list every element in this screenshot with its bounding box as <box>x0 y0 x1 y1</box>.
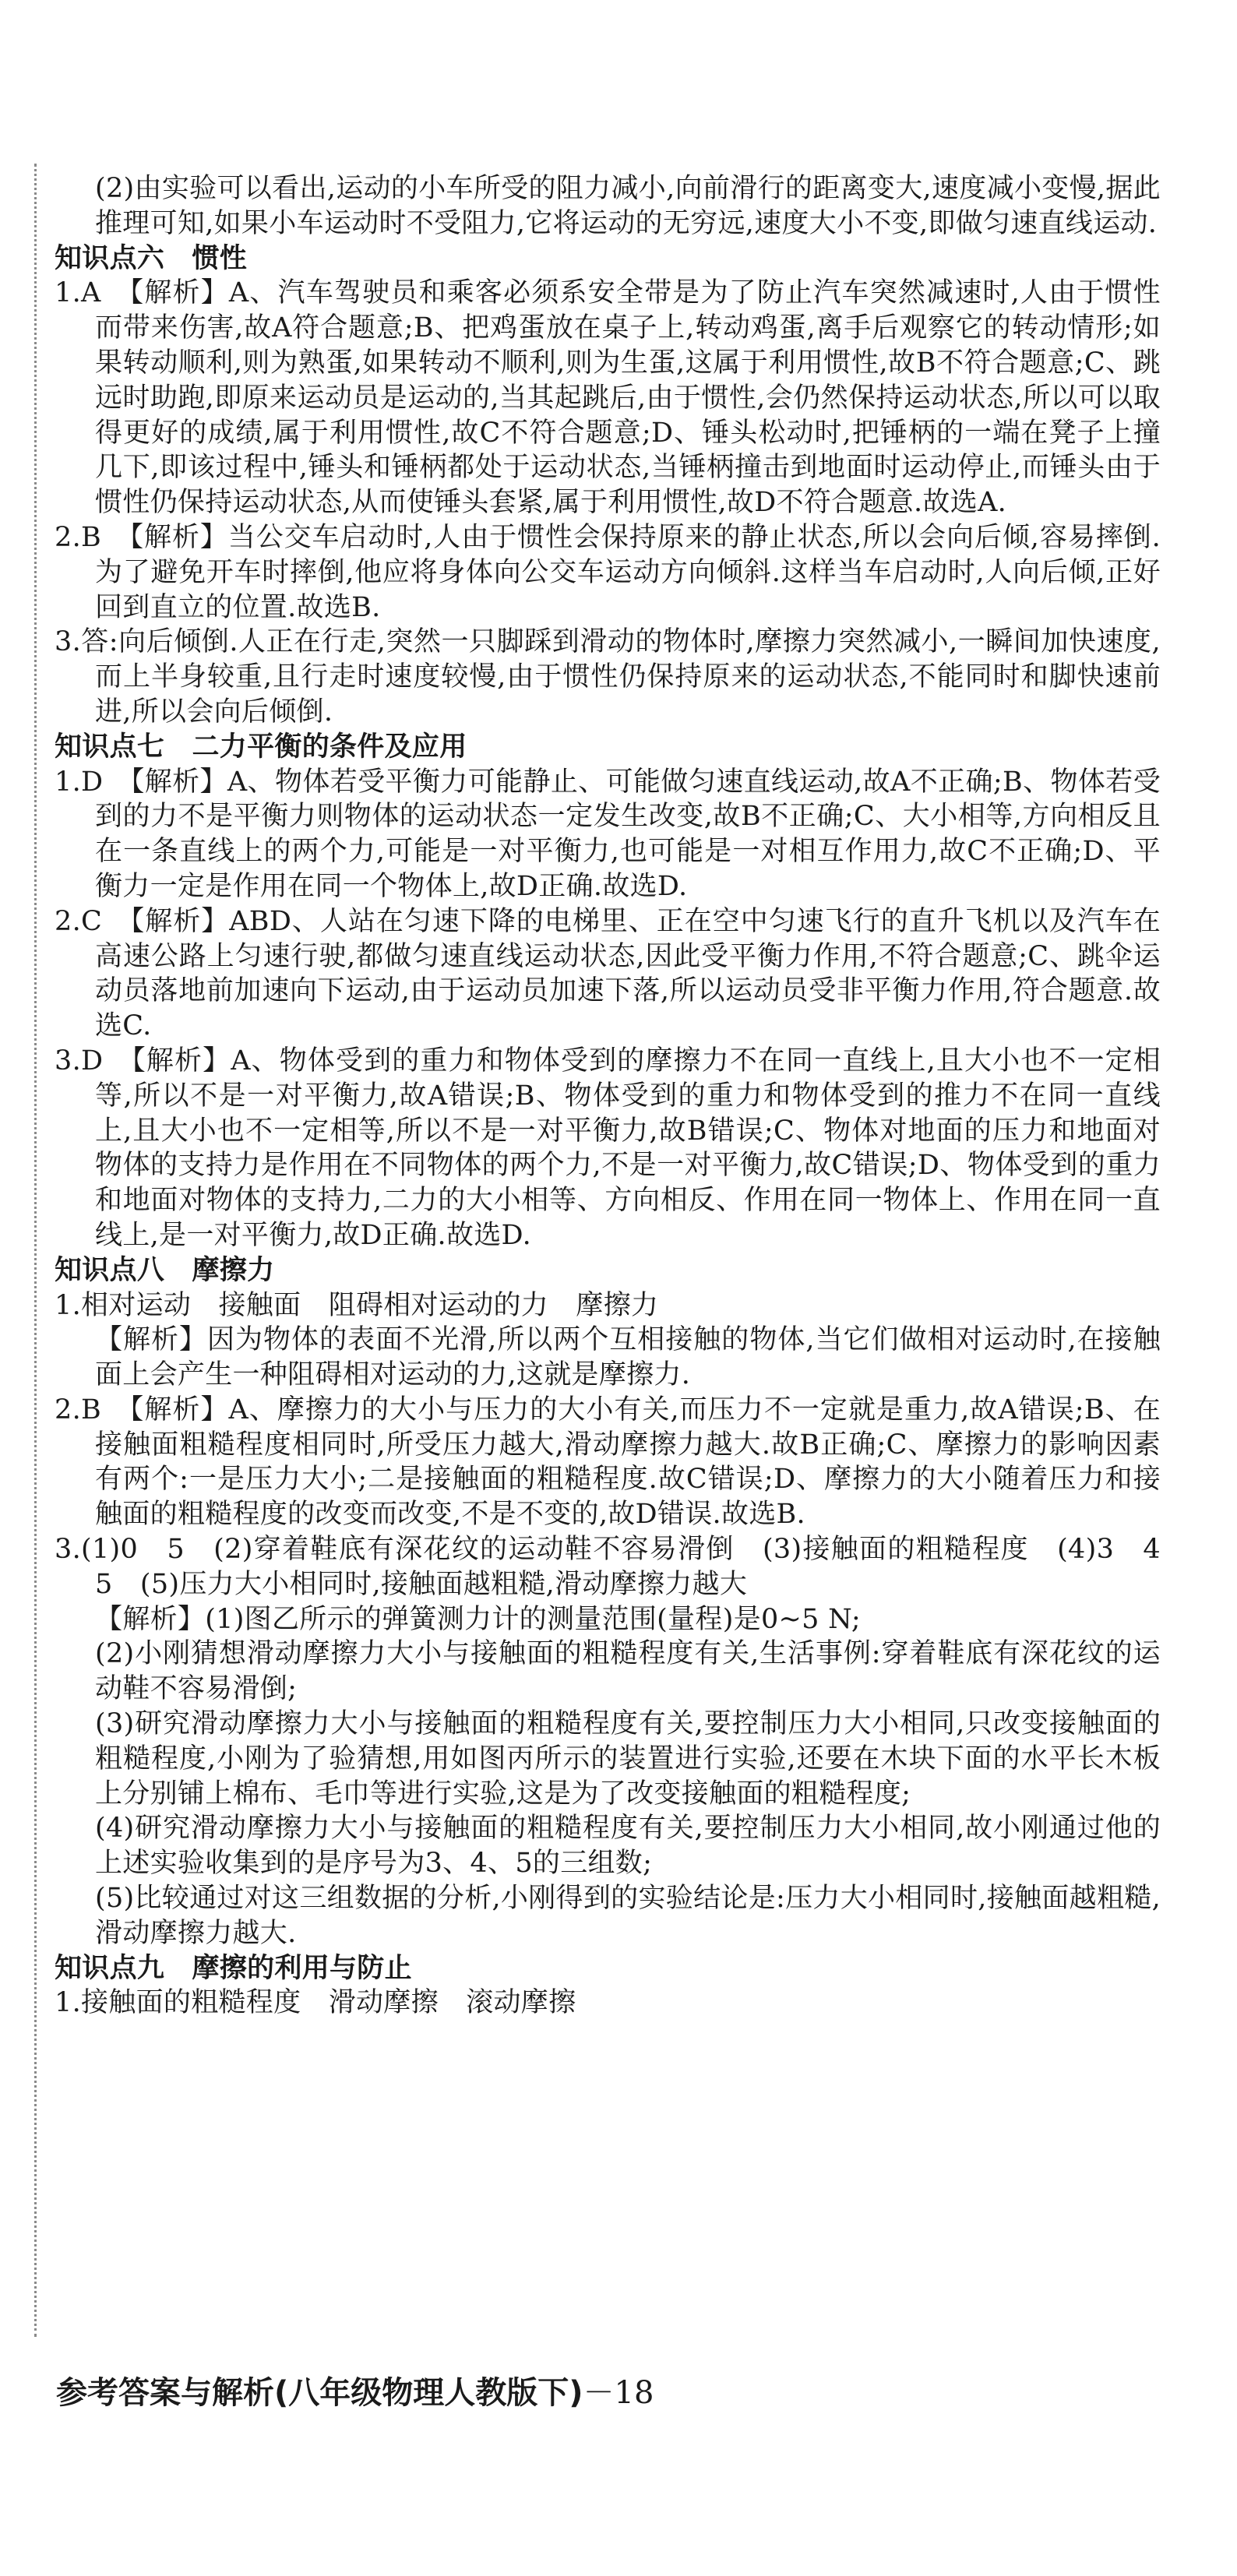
answer-item: 1.接触面的粗糙程度 滑动摩擦 滚动摩擦 <box>55 1987 576 2019</box>
section-heading: 知识点八 摩擦力 <box>55 1254 275 1286</box>
answer-item: 3.D 【解析】A、物体受到的重力和物体受到的摩擦力不在同一直线上,且大小也不一定相等,所以不是一对平衡力,故A错误;B、物体受到的重力和物体受到的推力不在同一直线上,且大小也不一定相等,所以不是一对平衡力,故B错误;C、物体对地面的压力和地面对物体的支持力是作用在不同物体的两个力,不是一对平衡力,故C错误;D、物体受到的重力和地面对物体的支持力,二力的大小相等、方向相反、作用在同一物体上、作用在同一直线上,是一对平衡力,故D正确.故选D. <box>55 1045 1161 1251</box>
answer-item: 3.(1)0 5 (2)穿着鞋底有深花纹的运动鞋不容易滑倒 (3)接触面的粗糙程度 (4)3 4 5 (5)压力大小相同时,接触面越粗糙,滑动摩擦力越大 <box>55 1534 1189 1600</box>
paragraph: (4)研究滑动摩擦力大小与接触面的粗糙程度有关,要控制压力大小相同,故小刚通过他的上述实验收集到的是序号为3、4、5的三组数; <box>95 1813 1161 1880</box>
section-heading: 知识点七 二力平衡的条件及应用 <box>55 731 467 763</box>
binding-margin-rule <box>34 164 37 2337</box>
page-number: －18 <box>583 2375 654 2411</box>
answer-item: 1.A 【解析】A、汽车驾驶员和乘客必须系安全带是为了防止汽车突然减速时,人由于惯性而带来伤害,故A符合题意;B、把鸡蛋放在桌子上,转动鸡蛋,离手后观察它的转动情形;如果转动顺利,则为熟蛋,如果转动不顺利,则为生蛋,这属于利用惯性,故B不符合题意;C、跳远时助跑,即原来运动员是运动的,当其起跳后,由于惯性,会仍然保持运动状态,所以可以取得更好的成绩,属于利用惯性,故C不符合题意;D、锤头松动时,把锤柄的一端在凳子上撞几下,即该过程中,锤头和锤柄都处于运动状态,当锤柄撞击到地面时运动停止,而锤头由于惯性仍保持运动状态,从而使锤头套紧,属于利用惯性,故D不符合题意.故选A. <box>55 277 1161 519</box>
paragraph: (2)小刚猜想滑动摩擦力大小与接触面的粗糙程度有关,生活事例:穿着鞋底有深花纹的运动鞋不容易滑倒; <box>95 1638 1161 1705</box>
answer-item: 2.B 【解析】A、摩擦力的大小与压力的大小有关,而压力不一定就是重力,故A错误;B、在接触面粗糙程度相同时,所受压力越大,滑动摩擦力越大.故B正确;C、摩擦力的影响因素有两个:一是压力大小;二是接触面的粗糙程度.故C错误;D、摩擦力的大小随着压力和接触面的粗糙程度的改变而改变,不是不变的,故D错误.故选B. <box>55 1394 1161 1531</box>
section-heading: 知识点九 摩擦的利用与防止 <box>55 1952 412 1984</box>
page-footer <box>56 2368 654 2412</box>
answer-item: 2.B 【解析】当公交车启动时,人由于惯性会保持原来的静止状态,所以会向后倾,容易摔倒.为了避免开车时摔倒,他应将身体向公交车运动方向倾斜.这样当车启动时,人向后倾,正好回到直立的位置.故选B. <box>55 521 1161 623</box>
paragraph: (2)由实验可以看出,运动的小车所受的阻力减小,向前滑行的距离变大,速度减小变慢,据此推理可知,如果小车运动时不受阻力,它将运动的无穷远,速度大小不变,即做匀速直线运动. <box>95 173 1161 239</box>
section-heading: 知识点六 惯性 <box>55 242 248 274</box>
answer-item: 1.相对运动 接触面 阻碍相对运动的力 摩擦力 <box>55 1289 659 1321</box>
paragraph: (3)研究滑动摩擦力大小与接触面的粗糙程度有关,要控制压力大小相同,只改变接触面的粗糙程度,小刚为了验猜想,用如图丙所示的装置进行实验,还要在木块下面的水平长木板上分别铺上棉布、毛巾等进行实验,这是为了改变接触面的粗糙程度; <box>95 1708 1161 1810</box>
paragraph: (5)比较通过对这三组数据的分析,小刚得到的实验结论是:压力大小相同时,接触面越粗糙,滑动摩擦力越大. <box>95 1883 1161 1949</box>
paragraph: 【解析】(1)图乙所示的弹簧测力计的测量范围(量程)是0~5 N; <box>95 1603 861 1635</box>
answer-item: 3.答:向后倾倒.人正在行走,突然一只脚踩到滑动的物体时,摩擦力突然减小,一瞬间加快速度,而上半身较重,且行走时速度较慢,由于惯性仍保持原来的运动状态,不能同时和脚快速前进,所以会向后倾倒. <box>55 626 1161 728</box>
answer-item: 2.C 【解析】ABD、人站在匀速下降的电梯里、正在空中匀速飞行的直升飞机以及汽车在高速公路上匀速行驶,都做匀速直线运动状态,因此受平衡力作用,不符合题意;C、跳伞运动员落地前加速向下运动,由于运动员加速下落,所以运动员受非平衡力作用,符合题意.故选C. <box>55 905 1161 1042</box>
answer-content <box>55 171 1189 2021</box>
paragraph: 【解析】因为物体的表面不光滑,所以两个互相接触的物体,当它们做相对运动时,在接触面上会产生一种阻碍相对运动的力,这就是摩擦力. <box>95 1324 1161 1391</box>
footer-title: 参考答案与解析(八年级物理人教版下) <box>56 2375 583 2411</box>
answer-item: 1.D 【解析】A、物体若受平衡力可能静止、可能做匀速直线运动,故A不正确;B、物体若受到的力不是平衡力则物体的运动状态一定发生改变,故B不正确;C、大小相等,方向相反且在一条直线上的两个力,可能是一对平衡力,也可能是一对相互作用力,故C不正确;D、平衡力一定是作用在同一个物体上,故D正确.故选D. <box>55 766 1161 902</box>
